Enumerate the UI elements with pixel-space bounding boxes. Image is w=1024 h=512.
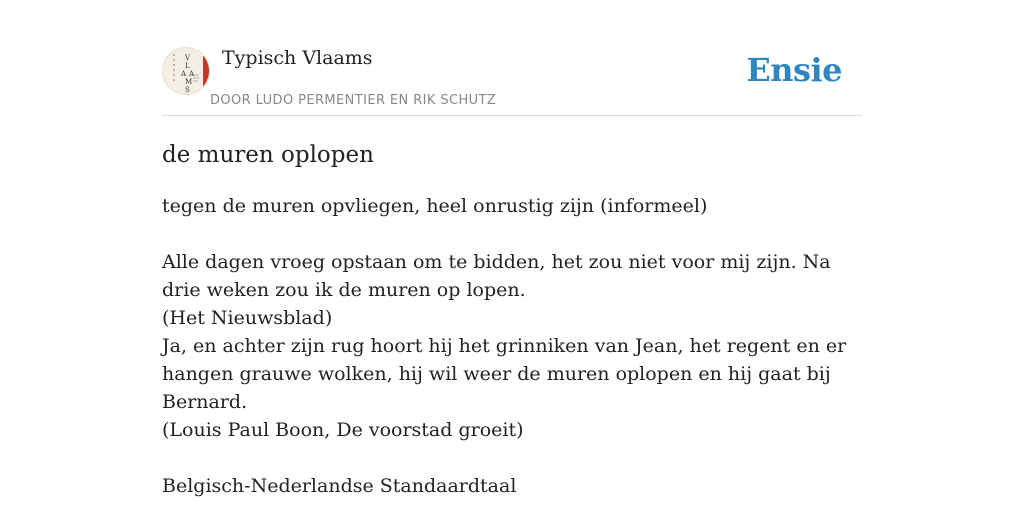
- paragraph-gap: [162, 220, 862, 248]
- example-quote-1: Alle dagen vroeg opstaan om te bidden, het zou niet voor mij zijn. Na drie weken zou ik de muren op lopen.: [162, 251, 831, 301]
- svg-text:V: V: [185, 54, 191, 62]
- svg-text:M: M: [185, 78, 193, 86]
- entry-body: [162, 192, 862, 500]
- source-authors: DOOR LUDO PERMENTIER EN RIK SCHUTZ: [210, 93, 497, 108]
- entry-header: [162, 0, 862, 116]
- brand-logo-link[interactable]: Ensie: [746, 51, 842, 89]
- example-source-1: (Het Nieuwsblad): [162, 307, 333, 329]
- svg-text:S: S: [185, 86, 190, 94]
- source-title[interactable]: Typisch Vlaams: [222, 47, 373, 69]
- entry-definition: tegen de muren opvliegen, heel onrustig zijn (informeel): [162, 195, 708, 217]
- svg-text:A: A: [189, 70, 195, 78]
- entry-card: [162, 0, 862, 512]
- language-variant: Belgisch-Nederlandse Standaardtaal: [162, 475, 517, 497]
- example-quote-2: Ja, en achter zijn rug hoort hij het grinniken van Jean, het regent en er hangen grauwe wolken, hij wil weer de muren oplopen en hij gaat bij Bernard.: [162, 335, 847, 413]
- example-source-2: (Louis Paul Boon, De voorstad groeit): [162, 419, 524, 441]
- paragraph-gap: [162, 444, 862, 472]
- svg-text:L: L: [185, 62, 190, 70]
- svg-text:A: A: [181, 70, 187, 78]
- entry-term: de muren oplopen: [162, 142, 374, 168]
- book-cover-icon[interactable]: [162, 47, 210, 95]
